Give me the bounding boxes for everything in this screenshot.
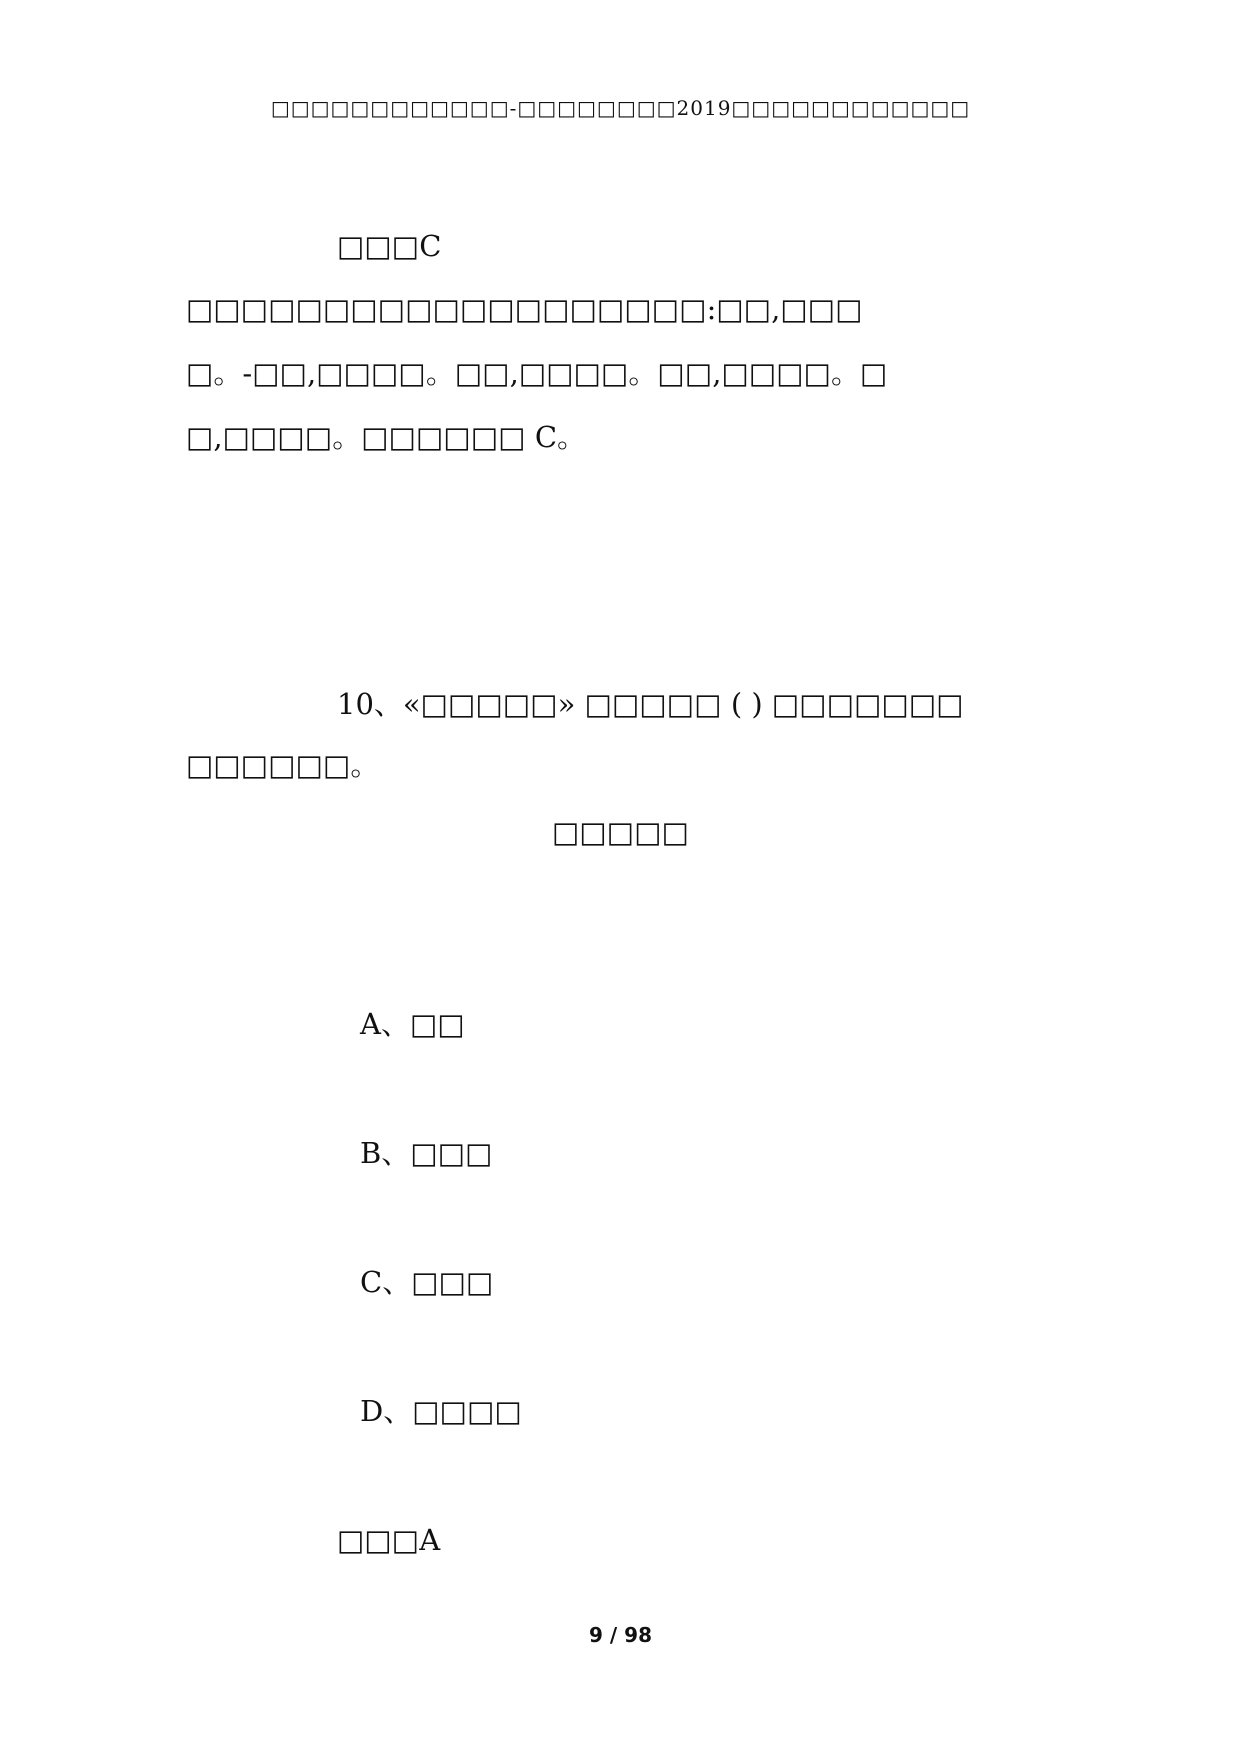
option-text: □□□: [411, 1265, 494, 1299]
answer-label: □□□: [337, 1523, 420, 1557]
option-b: [360, 1133, 493, 1173]
question-line-1: [337, 684, 964, 724]
answer-value: C: [419, 229, 442, 263]
option-text: □□: [409, 1007, 465, 1041]
option-letter: D、: [360, 1394, 413, 1428]
question-number: 10、: [337, 687, 403, 721]
explanation-line-3: □,□□□□。□□□□□□ C。: [186, 420, 587, 454]
question-text: «□□□□□» □□□□□ ( ) □□□□□□□: [402, 687, 964, 721]
explanation-line-2: □。-□□,□□□□。□□,□□□□。□□,□□□□。□: [186, 356, 888, 390]
previous-answer: [337, 226, 441, 266]
option-c: [360, 1262, 493, 1302]
option-text: □□□□: [412, 1394, 522, 1428]
option-d: [360, 1391, 522, 1431]
option-text: □□□: [410, 1136, 493, 1170]
question-type-label: □□□□□: [552, 815, 689, 849]
explanation-line-1: [186, 289, 863, 329]
page-number: 9 / 98: [589, 1623, 652, 1647]
option-letter: B、: [360, 1136, 411, 1170]
option-letter: C、: [360, 1265, 412, 1299]
option-letter: A、: [360, 1007, 410, 1041]
option-a: [360, 1004, 465, 1044]
explanation-text: □□□□□□□□□□□□□□□□:□□,□□□: [268, 292, 863, 326]
running-header: □□□□□□□□□□□□-□□□□□□□□2019□□□□□□□□□□□□: [270, 96, 971, 120]
question-line-2: □□□□□□。: [186, 748, 380, 782]
answer: [337, 1520, 440, 1560]
answer-value: A: [419, 1523, 441, 1557]
answer-label: □□□: [337, 229, 420, 263]
explanation-label: □□□: [186, 292, 269, 326]
